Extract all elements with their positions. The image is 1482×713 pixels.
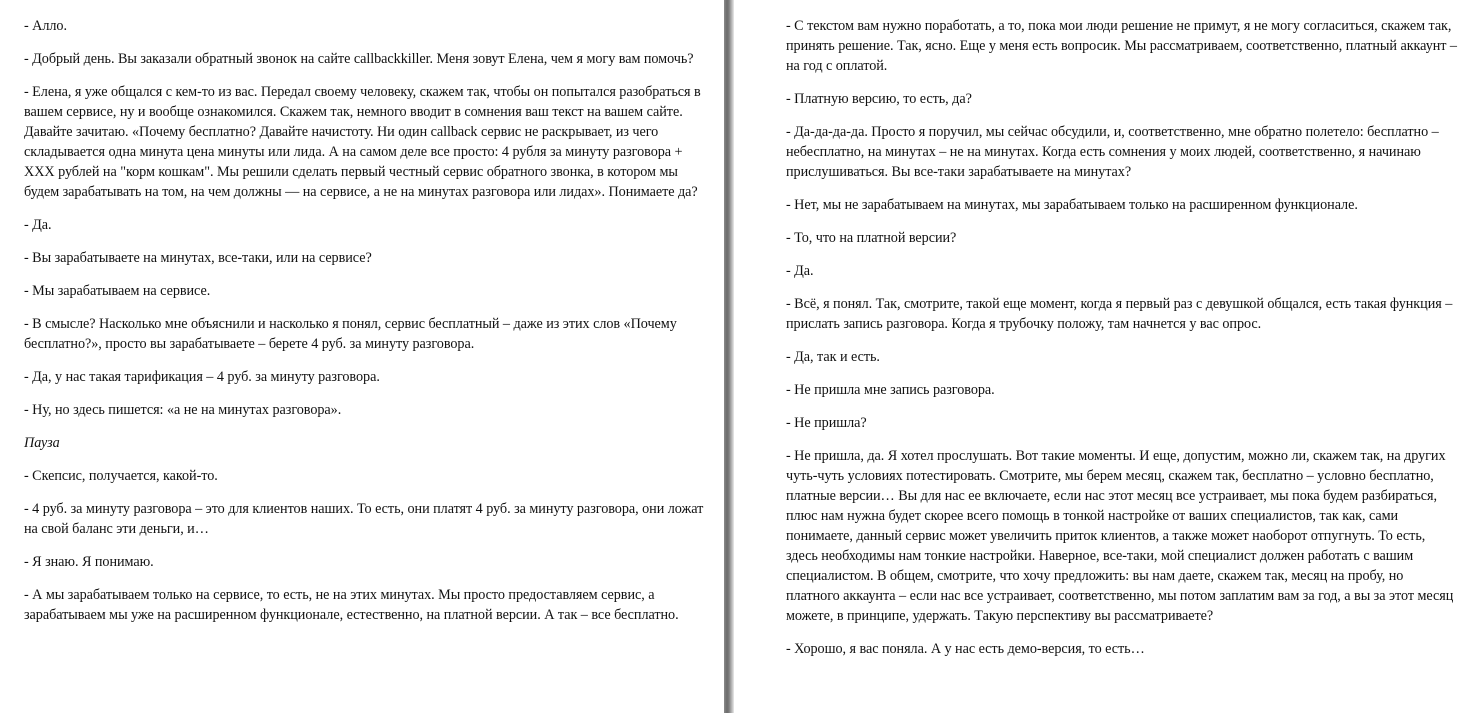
page-separator: [724, 0, 734, 713]
dialogue-paragraph: - Всё, я понял. Так, смотрите, такой еще момент, когда я первый раз с девушкой общался, есть такая функция – прислать запись разговора. Когда я трубочку положу, там начнется у вас опрос.: [786, 296, 1453, 332]
dialogue-paragraph: - Не пришла?: [786, 415, 867, 431]
dialogue-paragraph: - Да.: [786, 263, 814, 279]
dialogue-paragraph: - Да-да-да-да. Просто я поручил, мы сейчас обсудили, и, соответственно, мне обратно полетело: бесплатно – небесплатно, на минутах – не на минутах. Когда есть сомнения у моих людей, соответственно, я начинаю прислушиваться. Вы все-таки зарабатываете на минутах?: [786, 124, 1439, 180]
dialogue-paragraph: - Не пришла мне запись разговора.: [786, 382, 995, 398]
dialogue-paragraph: - Хорошо, я вас поняла. А у нас есть демо-версия, то есть…: [786, 641, 1145, 657]
dialogue-paragraph: - 4 руб. за минуту разговора – это для клиентов наших. То есть, они платят 4 руб. за минуту разговора, они ложат на свой баланс эти деньги, и…: [24, 501, 704, 537]
left-page: [0, 0, 724, 713]
dialogue-paragraph: - То, что на платной версии?: [786, 230, 957, 246]
right-page: [734, 0, 1482, 713]
dialogue-paragraph: - Да.: [24, 217, 52, 233]
dialogue-paragraph: - Да, так и есть.: [786, 349, 880, 365]
dialogue-paragraph: - Я знаю. Я понимаю.: [24, 554, 154, 570]
dialogue-paragraph: - С текстом вам нужно поработать, а то, пока мои люди решение не примут, я не могу согласиться, скажем так, принять решение. Так, ясно. Еще у меня есть вопросик. Мы рассматриваем, соответственно, платный аккаунт – на год с оплатой.: [786, 18, 1457, 74]
dialogue-paragraph: - Скепсис, получается, какой-то.: [24, 468, 218, 484]
dialogue-paragraph: - Не пришла, да. Я хотел прослушать. Вот такие моменты. И еще, допустим, можно ли, скажем так, на других чуть-чуть условиях потестировать. Смотрите, мы берем месяц, скажем так, бесплатно – условно бесплатно, платные версии… Вы для нас ее включаете, если нас этот месяц все устраивает, мы пока будем разбираться, плюс нам нужна будет скорее всего помощь в тонкой настройке от ваших специалистов, так как, сами понимаете, данный сервис может увеличить приток клиентов, а также может наоборот отпугнуть. То есть, здесь необходимы нам тонкие настройки. Наверное, все-таки, мой специалист должен работать с вашим специалистом. В общем, смотрите, что хочу предложить: вы нам даете, скажем так, месяц на пробу, но платного аккаунта – если нас все устраивает, соответственно, мы потом заплатим вам за год, а вы за этот месяц можете, в принципе, удержать. Такую перспективу вы рассматриваете?: [786, 448, 1454, 624]
stage-direction: Пауза: [24, 435, 60, 451]
dialogue-paragraph: - Елена, я уже общался с кем-то из вас. Передал своему человеку, скажем так, чтобы он попытался разобраться в вашем сервисе, ну и вообще ознакомился. Скажем так, немного вводит в сомнения ваш текст на вашем сайте. Давайте зачитаю. «Почему бесплатно? Давайте начистоту. Ни один callback сервис не раскрывает, из чего складывается одна минута цена минуты или лида. А на самом деле все просто: 4 рубля за минуту разговора + XXX рублей на "корм кошкам". Мы решили сделать первый честный сервис обратного звонка, в котором мы будем зарабатывать на том, на чем должны — на сервисе, а не на минутах разговора или лидах». Понимаете да?: [24, 84, 701, 200]
dialogue-paragraph: - Мы зарабатываем на сервисе.: [24, 283, 211, 299]
dialogue-paragraph: - Добрый день. Вы заказали обратный звонок на сайте callbackkiller. Меня зовут Елена, чем я могу вам помочь?: [24, 51, 694, 67]
dialogue-paragraph: - Да, у нас такая тарификация – 4 руб. за минуту разговора.: [24, 369, 380, 385]
dialogue-paragraph: - Вы зарабатываете на минутах, все-таки, или на сервисе?: [24, 250, 372, 266]
dialogue-paragraph: - Ну, но здесь пишется: «а не на минутах разговора».: [24, 402, 342, 418]
dialogue-paragraph: - Алло.: [24, 18, 67, 34]
dialogue-paragraph: - Платную версию, то есть, да?: [786, 91, 972, 107]
dialogue-paragraph: - А мы зарабатываем только на сервисе, то есть, не на этих минутах. Мы просто предоставляем сервис, а зарабатываем мы уже на расширенном функционале, естественно, на платной версии. А так – все бесплатно.: [24, 587, 679, 623]
dialogue-paragraph: - В смысле? Насколько мне объяснили и насколько я понял, сервис бесплатный – даже из этих слов «Почему бесплатно?», просто вы зарабатываете – берете 4 руб. за минуту разговора.: [24, 316, 677, 352]
dialogue-paragraph: - Нет, мы не зарабатываем на минутах, мы зарабатываем только на расширенном функционале.: [786, 197, 1358, 213]
